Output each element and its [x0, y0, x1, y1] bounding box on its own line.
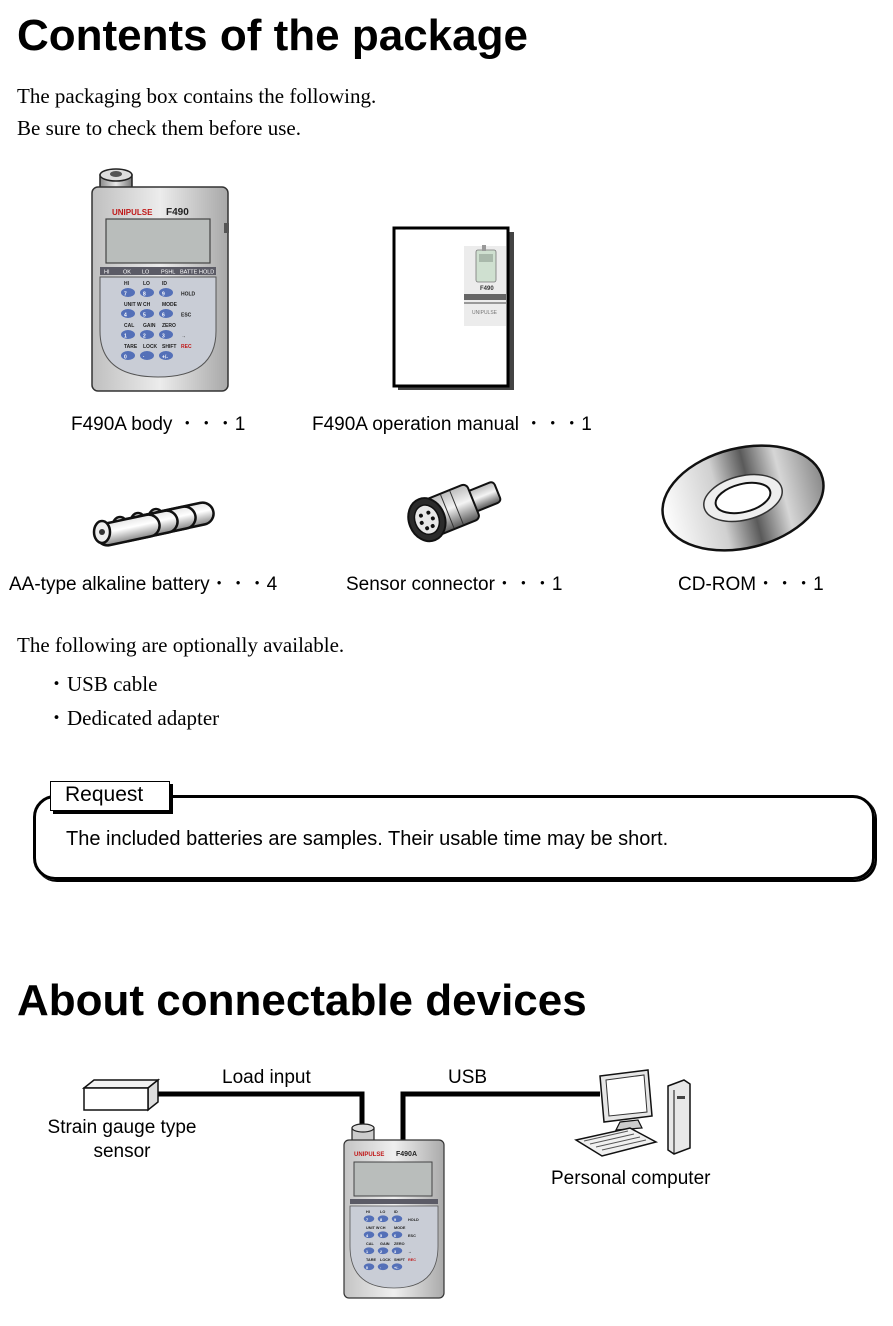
device-model: F490: [166, 207, 189, 218]
key-label: TARE: [124, 344, 138, 350]
status-label: BATTE: [180, 269, 198, 276]
key-label: LOCK: [380, 1258, 391, 1262]
key-label: 9: [394, 1218, 397, 1222]
key-label: CH: [380, 1226, 386, 1230]
optional-intro: The following are optionally available.: [17, 633, 345, 657]
item-label-battery: AA-type alkaline battery・・・4: [9, 574, 278, 595]
request-tab-label: Request: [50, 781, 170, 811]
optional-item-usb: ・USB cable: [46, 672, 158, 696]
key-label: 9: [162, 291, 165, 298]
key-label: SHIFT: [394, 1258, 405, 1262]
key-label: 4: [124, 312, 127, 319]
item-label-connector: Sensor connector・・・1: [346, 574, 563, 595]
status-label: HI: [104, 269, 110, 276]
key-label: 6: [394, 1234, 397, 1238]
request-text: The included batteries are samples. Their usable time may be short.: [66, 828, 669, 850]
status-label: HOLD: [199, 269, 215, 276]
key-label: LO: [143, 281, 150, 287]
key-label: ·: [143, 354, 145, 361]
status-label: PSHL: [161, 269, 176, 276]
section-title-contents: Contents of the package: [17, 11, 528, 60]
device-brand: UNIPULSE: [112, 208, 153, 217]
key-label: +/-: [394, 1266, 399, 1270]
key-label: LO: [380, 1210, 386, 1214]
key-label: HOLD: [181, 291, 196, 298]
status-label: LO: [142, 269, 150, 276]
key-label: 1: [366, 1250, 369, 1254]
key-label: REC: [408, 1258, 417, 1262]
key-label: REC: [181, 344, 192, 350]
key-label: GAIN: [143, 323, 156, 329]
key-label: 2: [380, 1250, 383, 1254]
key-label: ESC: [181, 312, 192, 319]
personal-computer-icon: [572, 1066, 697, 1162]
key-label: CAL: [124, 323, 135, 329]
item-label-manual: F490A operation manual ・・・1: [312, 414, 592, 435]
device-small-brand: UNIPULSE: [354, 1152, 385, 1158]
key-label: MODE: [394, 1226, 406, 1230]
key-label: 5: [143, 312, 146, 319]
load-input-label: Load input: [222, 1067, 311, 1088]
key-label: →: [408, 1250, 412, 1254]
usb-label: USB: [448, 1067, 488, 1088]
key-label: +/-: [162, 354, 168, 361]
key-label: 0: [366, 1266, 369, 1270]
key-label: →: [181, 333, 186, 340]
key-label: 4: [366, 1234, 369, 1238]
key-label: 3: [162, 333, 165, 340]
key-label: 7: [366, 1218, 369, 1222]
status-label: OK: [123, 269, 131, 276]
sensor-label-line2: sensor: [93, 1141, 151, 1162]
key-label: TARE: [366, 1258, 377, 1262]
key-label: GAIN: [380, 1242, 390, 1246]
key-label: 1: [124, 333, 127, 340]
section-title-devices: About connectable devices: [17, 976, 587, 1025]
key-label: 5: [380, 1234, 383, 1238]
key-label: HOLD: [408, 1218, 419, 1222]
item-label-body: F490A body ・・・1: [71, 414, 246, 435]
handheld-device-small-icon: [340, 1122, 450, 1300]
strain-gauge-sensor-icon: [80, 1078, 162, 1114]
key-label: 8: [143, 291, 146, 298]
optional-item-adapter: ・Dedicated adapter: [46, 706, 220, 730]
item-label-cdrom: CD-ROM・・・1: [678, 574, 824, 595]
sensor-label-line1: Strain gauge type: [47, 1117, 197, 1138]
key-label: 8: [380, 1218, 383, 1222]
manual-brand-text: UNIPULSE: [472, 310, 498, 316]
intro-line-1: The packaging box contains the following.: [17, 84, 377, 108]
key-label: UNIT W: [124, 302, 142, 308]
key-label: 3: [394, 1250, 397, 1254]
key-label: LOCK: [143, 344, 158, 350]
intro-line-2: Be sure to check them before use.: [17, 116, 301, 140]
key-label: ZERO: [162, 323, 176, 329]
key-label: MODE: [162, 302, 177, 308]
key-label: 7: [124, 291, 127, 298]
device-small-model: F490A: [396, 1151, 418, 1158]
key-label: ZERO: [394, 1242, 405, 1246]
key-label: CAL: [366, 1242, 374, 1246]
key-label: SHIFT: [162, 344, 177, 350]
key-label: ·: [380, 1266, 382, 1270]
key-label: ID: [394, 1210, 398, 1214]
key-label: 2: [143, 333, 146, 340]
key-label: 0: [124, 354, 127, 361]
key-label: HI: [124, 281, 129, 287]
key-label: 6: [162, 312, 165, 319]
pc-label: Personal computer: [551, 1168, 711, 1189]
key-label: HI: [366, 1210, 370, 1214]
key-label: UNIT W: [366, 1226, 380, 1230]
manual-model-text: F490: [480, 286, 494, 292]
key-label: ID: [162, 281, 167, 287]
key-label: CH: [143, 302, 151, 308]
key-label: ESC: [408, 1234, 416, 1238]
